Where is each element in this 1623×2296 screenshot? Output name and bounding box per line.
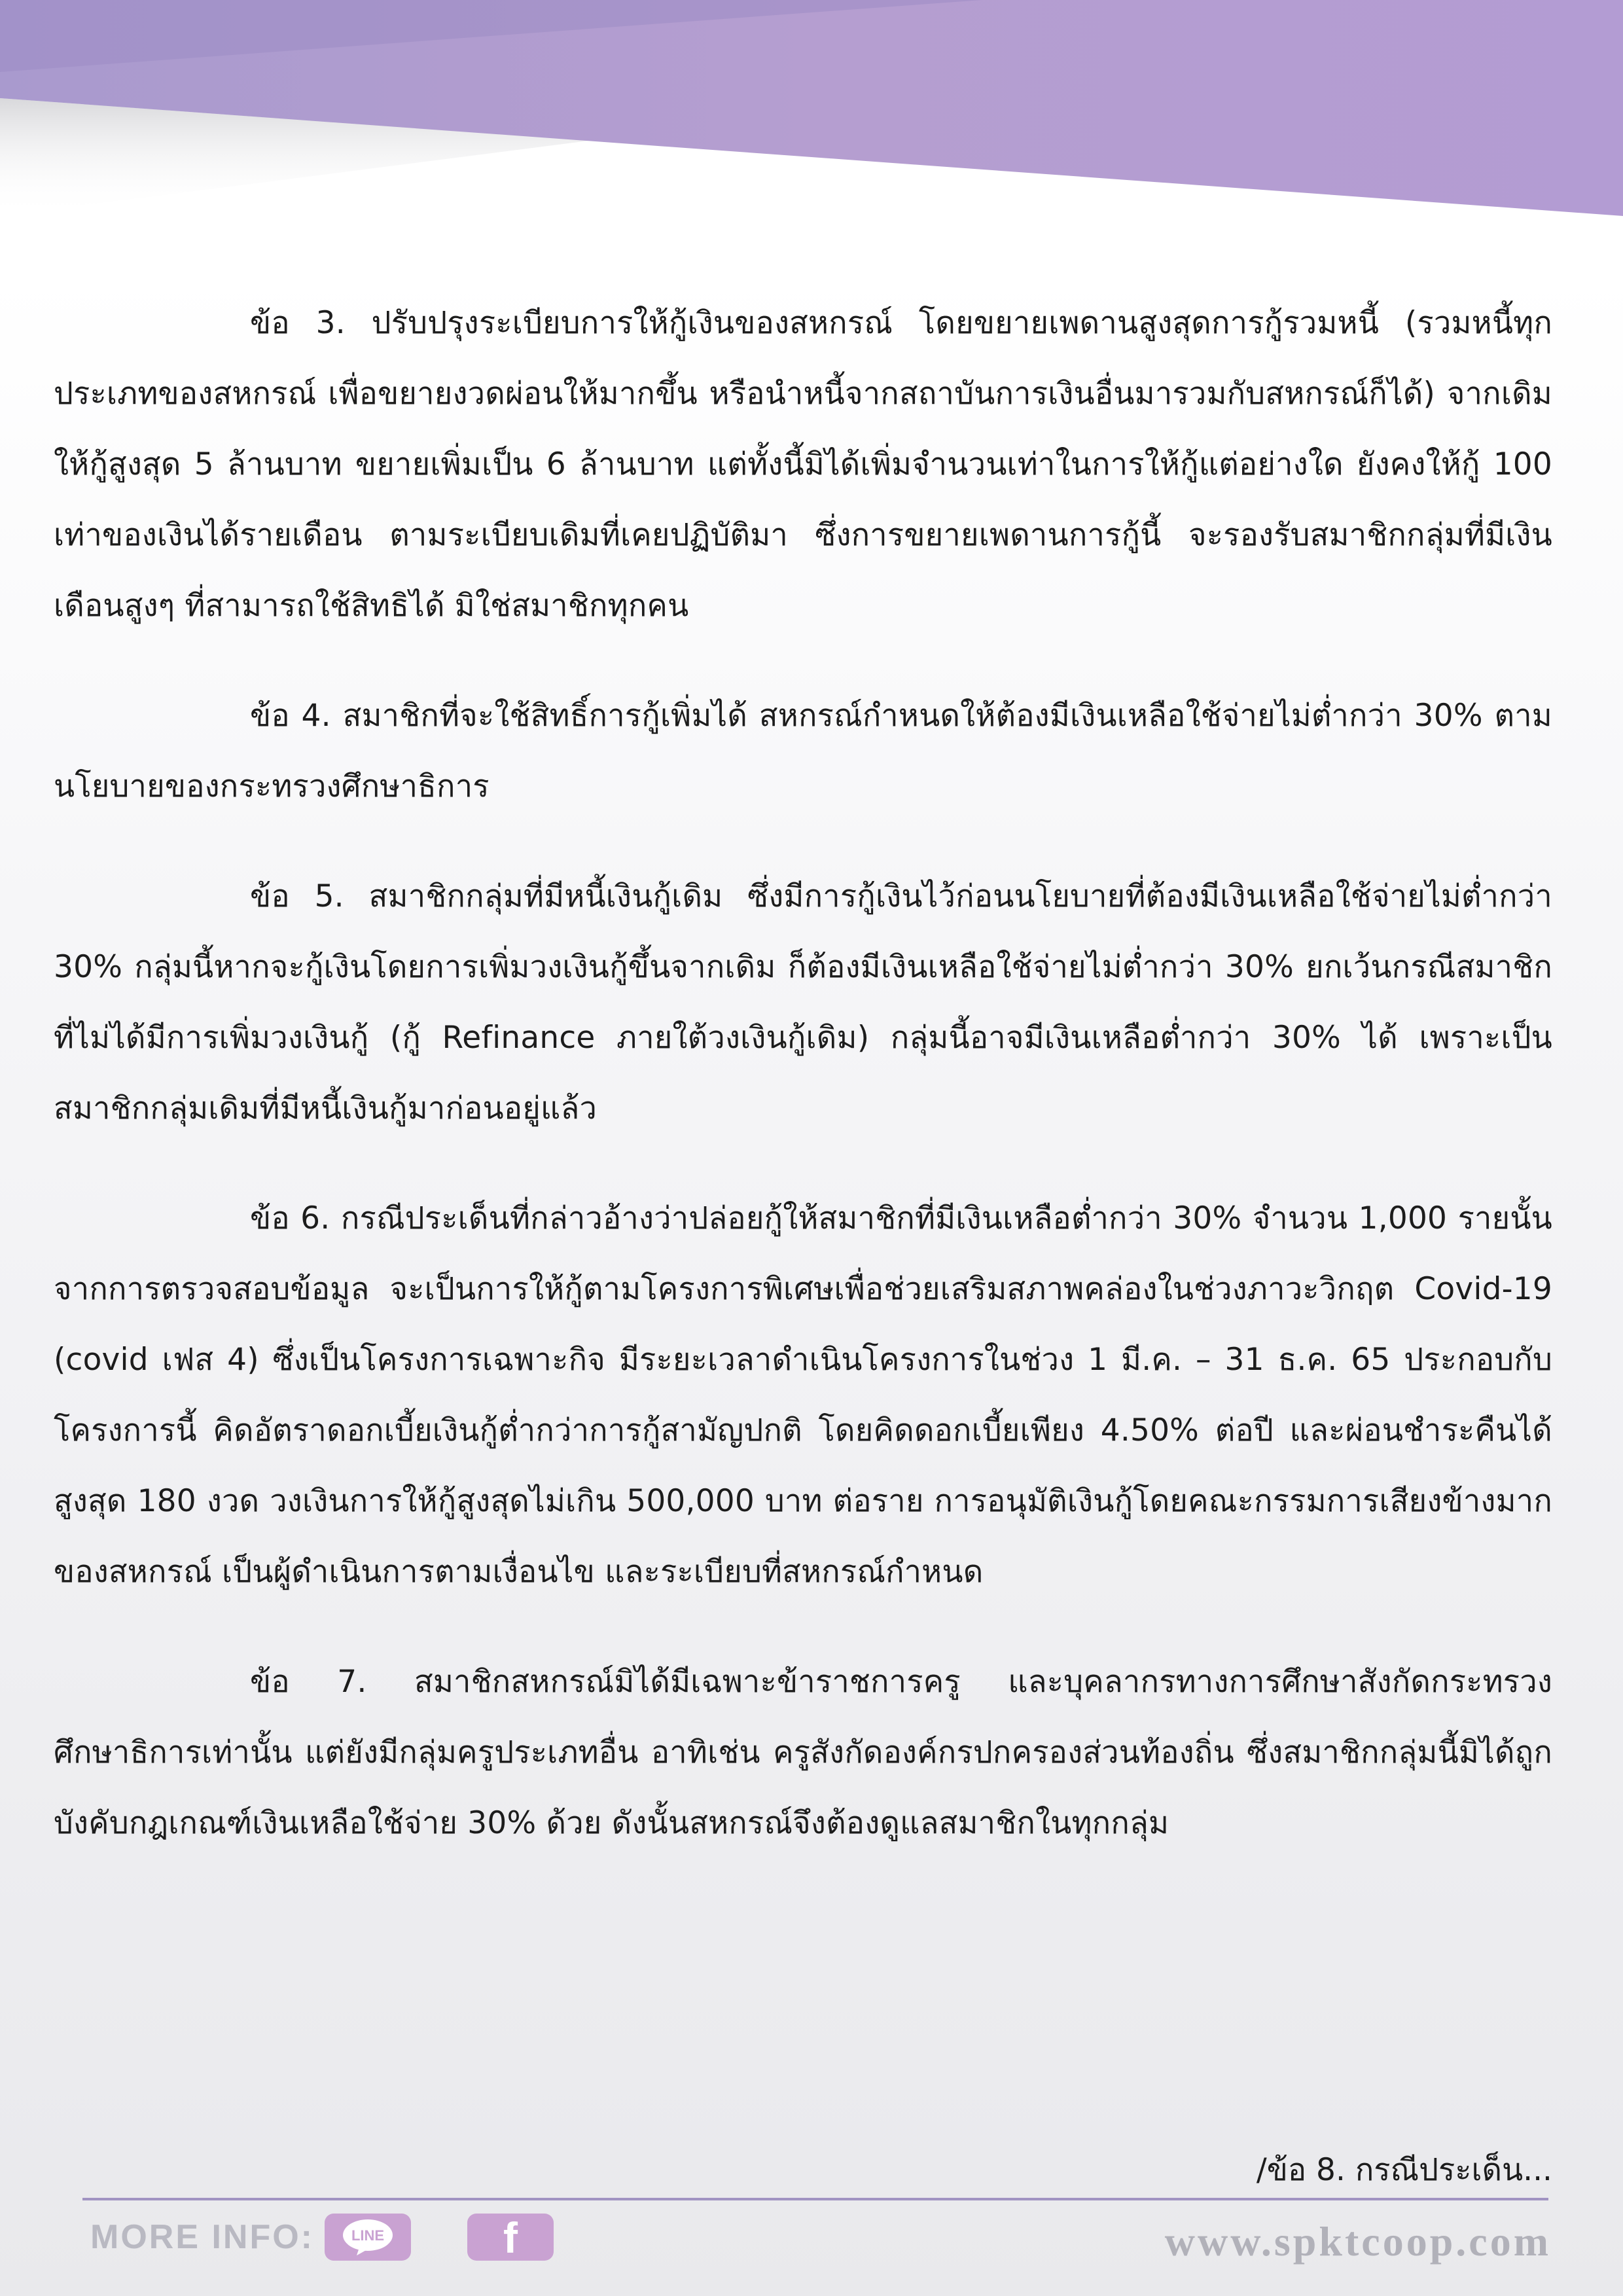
footer-divider xyxy=(82,2198,1548,2200)
line-icon-label: LINE xyxy=(351,2227,385,2244)
paragraph-item-4: ข้อ 4. สมาชิกที่จะใช้สิทธิ์การกู้เพิ่มได้ สหกรณ์กำหนดให้ต้องมีเงินเหลือใช้จ่ายไม่ต่ำกว่า 30% ตามนโยบายของกระทรวงศึกษาธิการ xyxy=(54,698,1552,804)
facebook-icon-label: f xyxy=(503,2216,518,2258)
header-banner xyxy=(0,0,1623,236)
document-body xyxy=(54,288,1552,1898)
paragraph-item-5: ข้อ 5. สมาชิกกลุ่มที่มีหนี้เงินกู้เดิม ซึ่งมีการกู้เงินไว้ก่อนนโยบายที่ต้องมีเงินเหลือใช้จ่ายไม่ต่ำกว่า 30% กลุ่มนี้หากจะกู้เงินโดยการเพิ่มวงเงินกู้ขึ้นจากเดิม ก็ต้องมีเงินเหลือใช้จ่ายไม่ต่ำกว่า 30% ยกเว้นกรณีสมาชิกที่ไม่ได้มีการเพิ่มวงเงินกู้ (กู้ Refinance ภายใต้วงเงินกู้เดิม) กลุ่มนี้อาจมีเงินเหลือต่ำกว่า 30% ได้ เพราะเป็นสมาชิกกลุ่มเดิมที่มีหนี้เงินกู้มาก่อนอยู่แล้ว xyxy=(54,878,1552,1126)
more-info-label: MORE INFO: xyxy=(90,2218,314,2256)
paragraph-item-6: ข้อ 6. กรณีประเด็นที่กล่าวอ้างว่าปล่อยกู้ให้สมาชิกที่มีเงินเหลือต่ำกว่า 30% จำนวน 1,000 รายนั้นจากการตรวจสอบข้อมูล จะเป็นการให้กู้ตามโครงการพิเศษเพื่อช่วยเสริมสภาพคล่องในช่วงภาวะวิกฤต Covid-19 (covid เฟส 4) ซึ่งเป็นโครงการเฉพาะกิจ มีระยะเวลาดำเนินโครงการในช่วง 1 มี.ค. – 31 ธ.ค. 65 ประกอบกับโครงการนี้ คิดอัตราดอกเบี้ยเงินกู้ต่ำกว่าการกู้สามัญปกติ โดยคิดดอกเบี้ยเพียง 4.50% ต่อปี และผ่อนชำระคืนได้สูงสุด 180 งวด วงเงินการให้กู้สูงสุดไม่เกิน 500,000 บาท ต่อราย การอนุมัติเงินกู้โดยคณะกรรมการเสียงข้างมากของสหกรณ์ เป็นผู้ดำเนินการตามเงื่อนไข และระเบียบที่สหกรณ์กำหนด xyxy=(54,1200,1552,1590)
footer-contact xyxy=(90,2214,554,2261)
website-url[interactable]: www.spktcoop.com xyxy=(1164,2218,1551,2265)
line-icon[interactable] xyxy=(325,2214,411,2261)
paragraph-item-7: ข้อ 7. สมาชิกสหกรณ์มิได้มีเฉพาะข้าราชการครู และบุคลากรทางการศึกษาสังกัดกระทรวงศึกษาธิการเท่านั้น แต่ยังมีกลุ่มครูประเภทอื่น อาทิเช่น ครูสังกัดองค์กรปกครองส่วนท้องถิ่น ซึ่งสมาชิกกลุ่มนี้มิได้ถูกบังคับกฎเกณฑ์เงินเหลือใช้จ่าย 30% ด้วย ดังนั้นสหกรณ์จึงต้องดูแลสมาชิกในทุกกลุ่ม xyxy=(54,1664,1552,1841)
paragraph-item-3: ข้อ 3. ปรับปรุงระเบียบการให้กู้เงินของสหกรณ์ โดยขยายเพดานสูงสุดการกู้รวมหนี้ (รวมหนี้ทุกประเภทของสหกรณ์ เพื่อขยายงวดผ่อนให้มากขึ้น หรือนำหนี้จากสถาบันการเงินอื่นมารวมกับสหกรณ์ก็ได้) จากเดิมให้กู้สูงสุด 5 ล้านบาท ขยายเพิ่มเป็น 6 ล้านบาท แต่ทั้งนี้มิได้เพิ่มจำนวนเท่าในการให้กู้แต่อย่างใด ยังคงให้กู้ 100 เท่าของเงินได้รายเดือน ตามระเบียบเดิมที่เคยปฏิบัติมา ซึ่งการขยายเพดานการกู้นี้ จะรองรับสมาชิกกลุ่มที่มีเงินเดือนสูงๆ ที่สามารถใช้สิทธิได้ มิใช่สมาชิกทุกคน xyxy=(54,305,1552,624)
next-page-reference: /ข้อ 8. กรณีประเด็น... xyxy=(1256,2152,1552,2188)
facebook-icon[interactable] xyxy=(467,2214,554,2261)
